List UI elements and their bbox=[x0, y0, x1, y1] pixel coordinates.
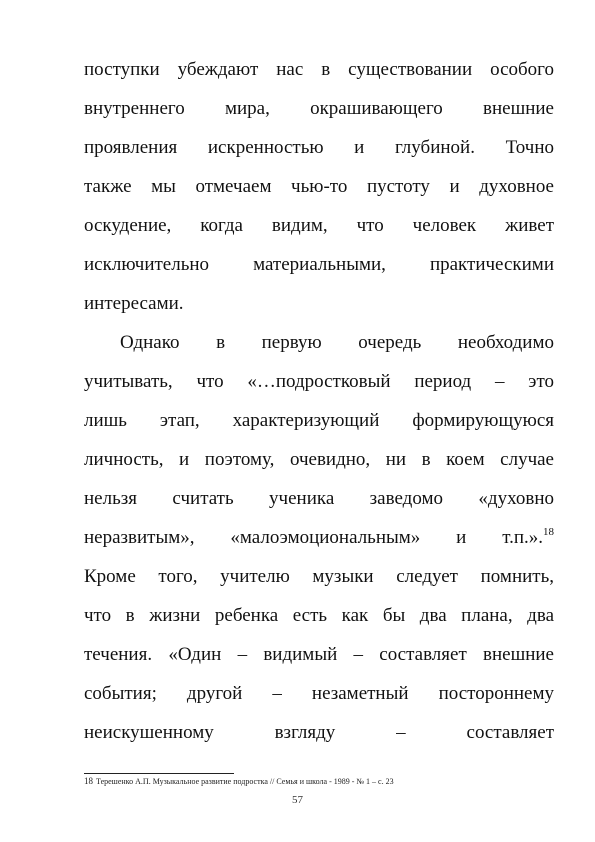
text-line: интересами. bbox=[84, 293, 184, 314]
text-line: нельзя считать ученика заведомо «духовно bbox=[84, 488, 554, 509]
text-line: Кроме того, учителю музыки следует помнить, bbox=[84, 566, 554, 587]
text-line: учитывать, что «…подростковый период – это bbox=[84, 371, 554, 392]
page-body bbox=[84, 50, 554, 752]
text-line: неискушенному взгляду – составляет bbox=[84, 722, 554, 743]
text-line: исключительно материальными, практическими bbox=[84, 254, 554, 275]
text-line: поступки убеждают нас в существовании особого bbox=[84, 59, 554, 80]
text-line: течения. «Один – видимый – составляет внешние bbox=[84, 644, 554, 665]
footnote-separator bbox=[84, 773, 234, 774]
text-line: внутреннего мира, окрашивающего внешние bbox=[84, 98, 554, 119]
text-line: также мы отмечаем чью-то пустоту и духовное bbox=[84, 176, 554, 197]
footnote-reference[interactable]: 18 bbox=[543, 526, 554, 538]
text-line: что в жизни ребенка есть как бы два плана, два bbox=[84, 605, 554, 626]
text-line-content: неразвитым», «малоэмоциональным» и т.п.». bbox=[84, 527, 543, 548]
text-line: личность, и поэтому, очевидно, ни в коем случае bbox=[84, 449, 554, 470]
text-line: события; другой – незаметный постороннему bbox=[84, 683, 554, 704]
text-line: лишь этап, характеризующий формирующуюся bbox=[84, 410, 554, 431]
text-line: проявления искренностью и глубиной. Точно bbox=[84, 137, 554, 158]
page-number: 57 bbox=[292, 794, 303, 806]
footnote-number: 18 bbox=[84, 776, 93, 786]
text-line: оскудение, когда видим, что человек живет bbox=[84, 215, 554, 236]
footnote bbox=[84, 775, 554, 788]
footnote-text: Терешенко А.П. Музыкальное развитие подростка // Семья и школа - 1989 - № 1 – с. 23 bbox=[96, 777, 394, 786]
text-line-with-footnote-ref bbox=[84, 518, 554, 557]
paragraph-first-line: Однако в первую очередь необходимо bbox=[120, 332, 554, 353]
